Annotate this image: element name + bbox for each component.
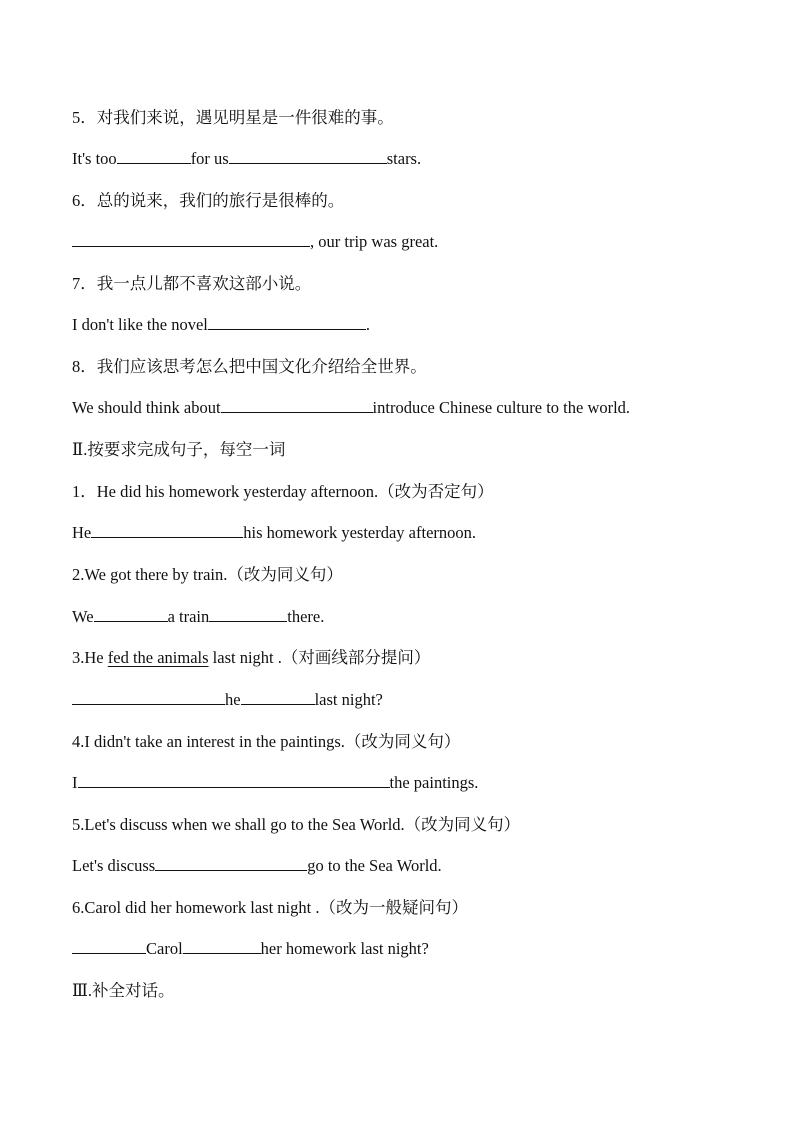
- question-7-answer-line: [72, 313, 370, 337]
- answer-text: I don't like the novel: [72, 315, 208, 334]
- answer-blank[interactable]: [155, 854, 307, 871]
- s2-question-1-prompt: 1．He did his homework yesterday afternoon.（改为否定句）: [72, 482, 494, 501]
- answer-text: We: [72, 607, 94, 626]
- answer-text: introduce Chinese culture to the world.: [372, 398, 631, 417]
- question-5-prompt: 5．对我们来说，遇见明星是一件很难的事。: [72, 108, 394, 127]
- s2-question-2-answer-line: [72, 605, 324, 629]
- answer-text: her homework last night?: [260, 939, 429, 958]
- answer-text: there.: [287, 607, 325, 626]
- answer-blank[interactable]: [72, 230, 310, 247]
- answer-blank[interactable]: [91, 521, 243, 538]
- answer-blank[interactable]: [221, 396, 373, 413]
- answer-text: his homework yesterday afternoon.: [243, 523, 477, 542]
- answer-blank[interactable]: [208, 313, 366, 330]
- answer-text: for us: [190, 149, 229, 168]
- answer-text: It's too: [72, 149, 117, 168]
- s2-question-1-answer-line: [72, 521, 476, 545]
- s2-question-3-answer-line: [72, 688, 383, 712]
- answer-blank[interactable]: [117, 147, 191, 164]
- answer-text: a train: [167, 607, 210, 626]
- prompt-text: 3.He: [72, 648, 108, 667]
- question-5-answer-line: [72, 147, 421, 171]
- answer-blank[interactable]: [241, 688, 315, 705]
- answer-blank[interactable]: [209, 605, 287, 622]
- answer-blank[interactable]: [72, 688, 225, 705]
- answer-text: .: [365, 315, 370, 334]
- s2-question-3-prompt: [72, 646, 430, 670]
- answer-text: Let's discuss: [72, 856, 156, 875]
- answer-text: He: [72, 523, 92, 542]
- answer-blank[interactable]: [183, 937, 261, 954]
- answer-text: he: [225, 690, 241, 709]
- answer-text: the paintings.: [389, 773, 479, 792]
- question-8-prompt: 8．我们应该思考怎么把中国文化介绍给全世界。: [72, 357, 427, 376]
- answer-text: last night?: [314, 690, 383, 709]
- question-6-answer-line: [72, 230, 438, 254]
- question-6-prompt: 6．总的说来，我们的旅行是很棒的。: [72, 191, 345, 210]
- answer-blank[interactable]: [94, 605, 168, 622]
- answer-blank[interactable]: [72, 937, 146, 954]
- answer-text: stars.: [386, 149, 422, 168]
- section-3-heading: Ⅲ.补全对话。: [72, 981, 175, 1000]
- s2-question-4-answer-line: [72, 771, 478, 795]
- s2-question-4-prompt: 4.I didn't take an interest in the paintings.（改为同义句）: [72, 732, 461, 751]
- section-2-heading: Ⅱ.按要求完成句子，每空一词: [72, 440, 286, 459]
- answer-blank[interactable]: [78, 771, 390, 788]
- question-7-prompt: 7．我一点儿都不喜欢这部小说。: [72, 274, 312, 293]
- underlined-phrase: fed the animals: [107, 648, 209, 667]
- s2-question-5-answer-line: [72, 854, 442, 878]
- question-8-answer-line: [72, 396, 630, 420]
- answer-blank[interactable]: [229, 147, 387, 164]
- answer-text: I: [72, 773, 78, 792]
- prompt-text: last night .（对画线部分提问）: [208, 648, 431, 667]
- answer-text: , our trip was great.: [310, 232, 439, 251]
- answer-text: We should think about: [72, 398, 221, 417]
- s2-question-5-prompt: 5.Let's discuss when we shall go to the Sea World.（改为同义句）: [72, 815, 521, 834]
- s2-question-6-prompt: 6.Carol did her homework last night .（改为一般疑问句）: [72, 898, 468, 917]
- answer-text: go to the Sea World.: [307, 856, 442, 875]
- s2-question-6-answer-line: [72, 937, 429, 961]
- s2-question-2-prompt: 2.We got there by train.（改为同义句）: [72, 565, 343, 584]
- answer-text: Carol: [146, 939, 183, 958]
